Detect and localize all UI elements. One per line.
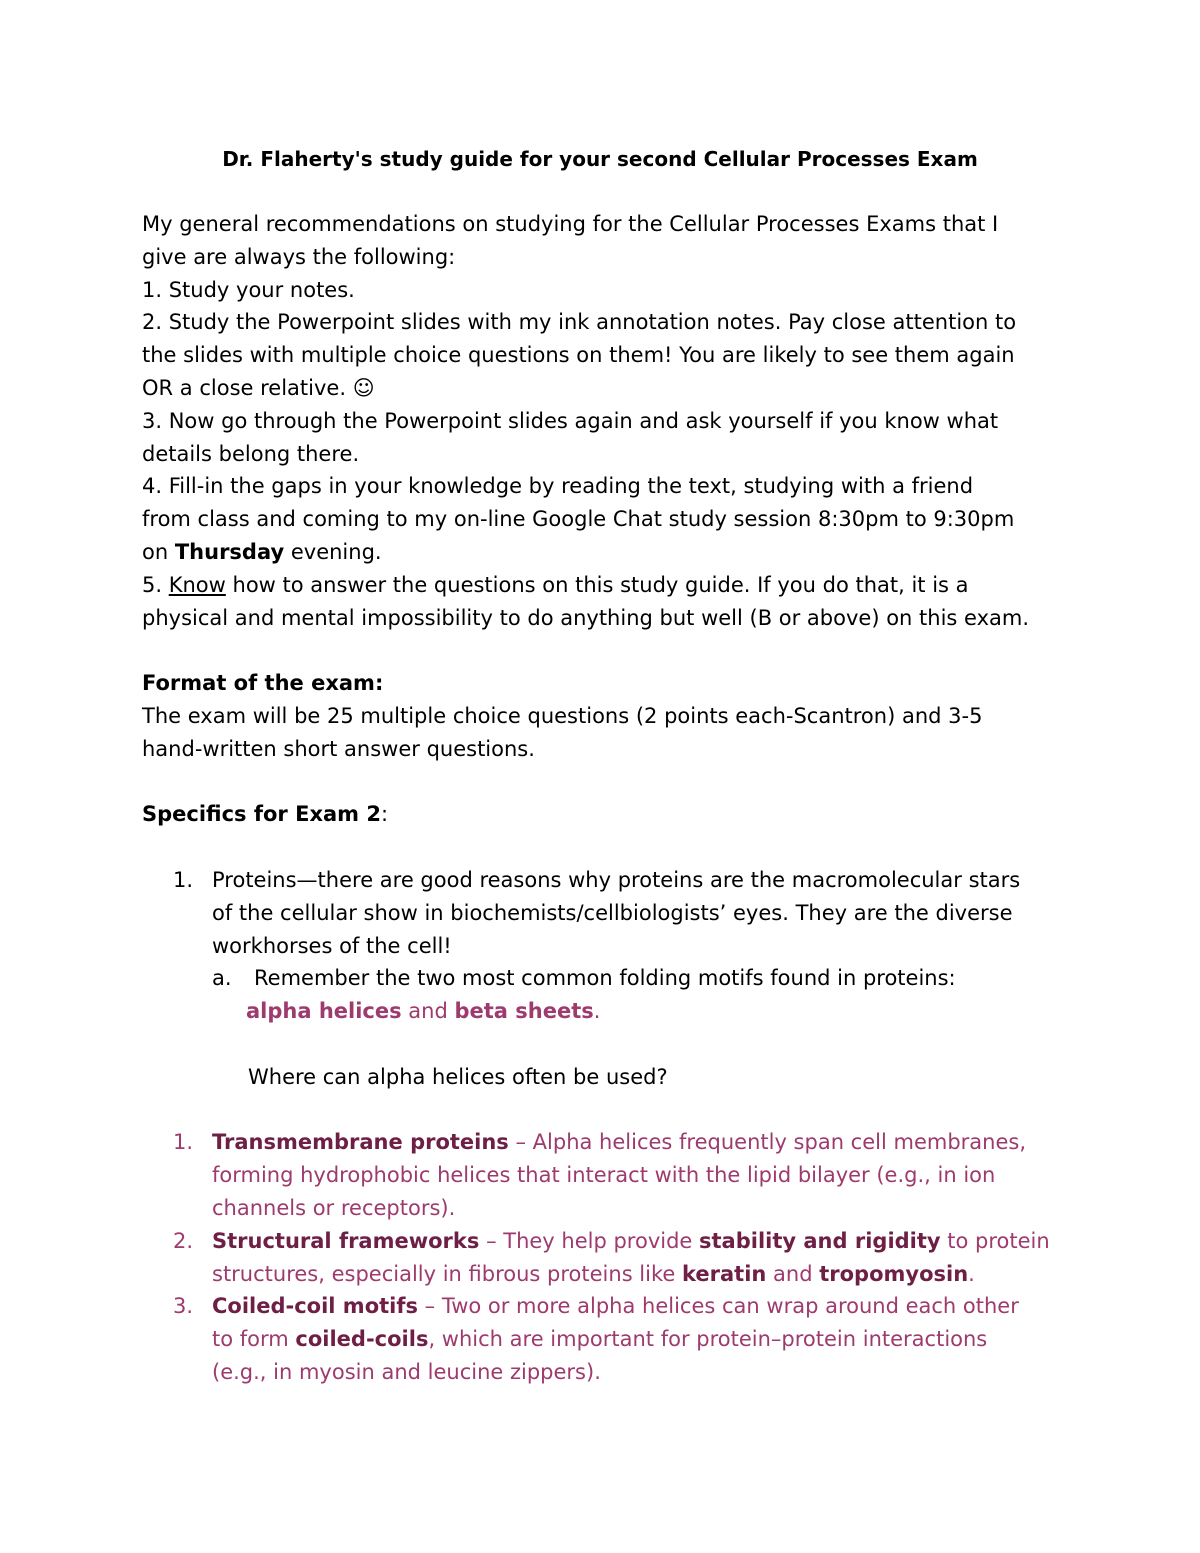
answer-line [212, 1258, 1082, 1291]
heading-colon: : [380, 802, 389, 827]
spacer [142, 766, 1082, 799]
answer-label: Structural frameworks [212, 1228, 480, 1253]
recommendation-5-line: physical and mental impossibility to do anything but well (B or above) on this exam. [142, 605, 1030, 630]
spacer [142, 1028, 1082, 1061]
answer-label: Coiled-coil motifs [212, 1294, 418, 1319]
text-fragment: how to answer the questions on this study guide. If you do that, it is a [225, 572, 969, 597]
recommendation-4-line: from class and coming to my on-line Google Chat study session 8:30pm to 9:30pm [142, 507, 1015, 532]
recommendation-2-text: OR a close relative. [142, 375, 346, 400]
stability-term: stability and rigidity [699, 1228, 941, 1253]
document-title: Dr. Flaherty's study guide for your second Cellular Processes Exam [222, 147, 978, 171]
answer-item-1 [142, 1126, 1082, 1224]
specifics-subitem-a [142, 962, 1082, 995]
subitem-line: Remember the two most common folding motifs found in proteins: [254, 966, 956, 991]
recommendation-1: 1. Study your notes. [142, 277, 355, 302]
intro-line: My general recommendations on studying for the Cellular Processes Exams that I [142, 212, 999, 236]
text-fragment: – Alpha helices frequently span cell membranes, [508, 1130, 1026, 1155]
specifics-heading: Specifics for Exam 2 [142, 802, 381, 827]
text-fragment: – They help provide [479, 1228, 700, 1253]
text-fragment: , which are important for protein–protein interactions [428, 1327, 988, 1352]
recommendation-2-line [142, 372, 1082, 405]
thursday-emphasis: Thursday [174, 539, 285, 564]
recommendation-5-line [142, 569, 1082, 602]
recommendation-2-line: the slides with multiple choice questions on them! You are likely to see them again [142, 343, 1015, 368]
text-fragment: and [401, 999, 455, 1024]
recommendation-3-line: details belong there. [142, 441, 360, 466]
spacer [142, 831, 1082, 864]
spacer [142, 1094, 1082, 1127]
specifics-heading-line [142, 798, 1082, 831]
know-emphasis: Know [168, 572, 226, 597]
answer-item-2 [142, 1225, 1082, 1291]
text-fragment: on [142, 539, 175, 564]
answer-line [212, 1225, 1082, 1258]
recommendation-2-line: 2. Study the Powerpoint slides with my ink annotation notes. Pay close attention to [142, 310, 1017, 335]
answer-number: 2. [173, 1228, 194, 1253]
answer-line: forming hydrophobic helices that interact with the lipid bilayer (e.g., in ion [212, 1163, 996, 1188]
item-line: of the cellular show in biochemists/cellbiologists’ eyes. They are the diverse [212, 900, 1013, 925]
text-fragment: to form [212, 1327, 296, 1352]
beta-sheets-term: beta sheets [454, 999, 594, 1024]
coiled-coils-term: coiled-coils [295, 1327, 429, 1352]
item-line: workhorses of the cell! [212, 933, 452, 958]
keratin-term: keratin [682, 1261, 767, 1286]
answer-item-3 [142, 1290, 1082, 1388]
answer-label: Transmembrane proteins [212, 1130, 509, 1155]
motifs-line [142, 995, 1082, 1028]
format-line: hand-written short answer questions. [142, 736, 535, 761]
format-line: The exam will be 25 multiple choice questions (2 points each-Scantron) and 3-5 [142, 703, 983, 728]
answer-line [212, 1323, 1082, 1356]
format-heading-line [142, 667, 1082, 700]
recommendation-4-line: 4. Fill-in the gaps in your knowledge by reading the text, studying with a friend [142, 474, 974, 499]
text-fragment: to protein [940, 1228, 1050, 1253]
document-body [142, 208, 1082, 1389]
item-line: Proteins—there are good reasons why proteins are the macromolecular stars [212, 867, 1021, 892]
smiley-icon: ☺ [352, 375, 375, 400]
intro-line: give are always the following: [142, 244, 456, 269]
text-fragment: . [593, 999, 601, 1024]
heading-colon: : [374, 671, 384, 696]
alpha-helices-term: alpha helices [246, 999, 402, 1024]
format-heading: Format of the exam [142, 671, 375, 696]
text-fragment: – Two or more alpha helices can wrap around each other [418, 1294, 1019, 1319]
answer-number: 1. [173, 1130, 194, 1155]
recommendation-4-line [142, 536, 1082, 569]
text-fragment: and [766, 1261, 820, 1286]
tropomyosin-term: tropomyosin [819, 1261, 969, 1286]
spacer [142, 634, 1082, 667]
subitem-letter: a. [212, 966, 232, 991]
answer-line: (e.g., in myosin and leucine zippers). [212, 1359, 601, 1384]
answer-number: 3. [173, 1294, 194, 1319]
specifics-item-1 [142, 864, 1082, 962]
text-fragment: evening. [284, 539, 382, 564]
question-line: Where can alpha helices often be used? [248, 1064, 668, 1089]
answer-line [212, 1126, 1082, 1159]
recommendation-3-line: 3. Now go through the Powerpoint slides again and ask yourself if you know what [142, 408, 999, 433]
answer-line: channels or receptors). [212, 1195, 456, 1220]
answer-line [212, 1290, 1082, 1323]
text-fragment: 5. [142, 572, 169, 597]
text-fragment: . [968, 1261, 975, 1286]
item-number: 1. [173, 867, 194, 892]
text-fragment: structures, especially in fibrous proteins like [212, 1261, 682, 1286]
